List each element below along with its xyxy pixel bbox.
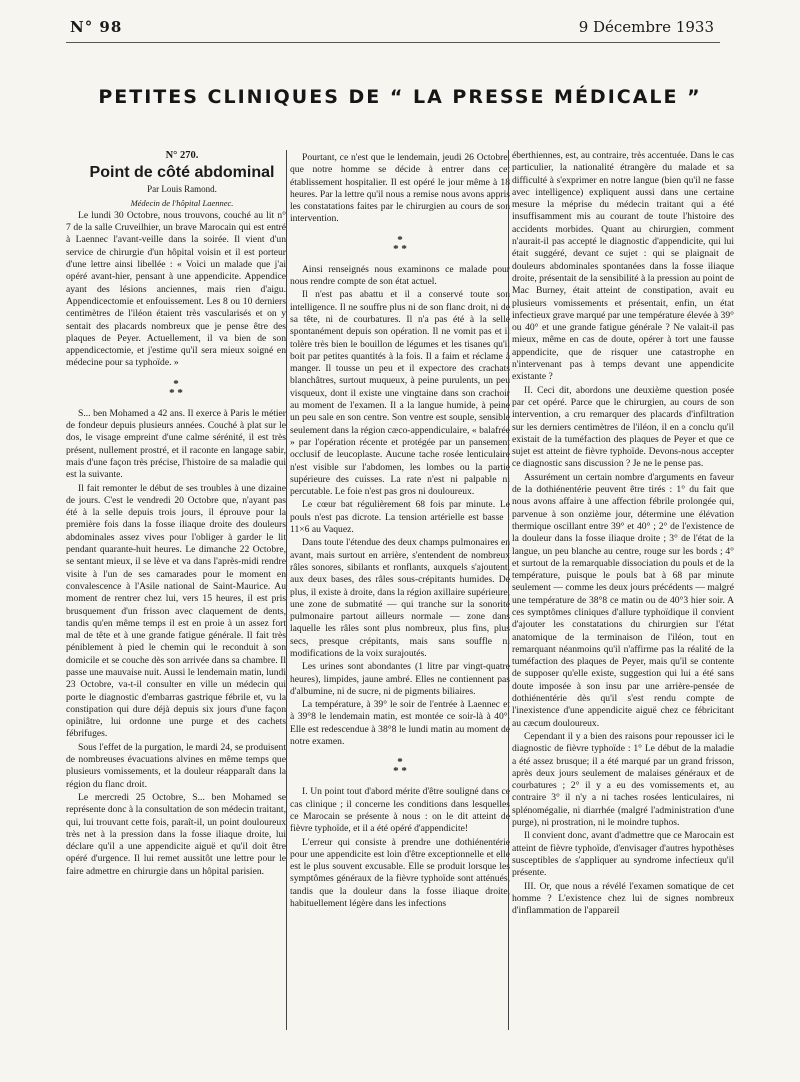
- paragraph: III. Or, que nous a révélé l'examen somatique de cet homme ? L'existence chez lui de signes nombreux d'inflammation de l'appareil: [512, 880, 734, 917]
- paragraph: Il n'est pas abattu et il a conservé toute son intelligence. Il ne souffre plus ni de son flanc droit, ni de sa tête, ni de courbatures. Il n'a pas été à la selle spontanément depuis son opération. Il ne vomit pas et il tolère très bien le bouillon de légumes et les tisanes qu'il boit par petites quantités à la fois. Il a faim et réclame à manger. Il tousse un peu et il expectore des crachats blanchâtres, surtout muqueux, à peine purulents, un peu visqueux, dont il existe une vingtaine dans son crachoir au moment de l'examen. Il a la langue humide, à peine un peu sale en son centre. Son ventre est souple, sensible seulement dans la région cæco-appendiculaire, « balafrée » par l'opération récente et protégée par un pansement occlusif de leucoplaste. Aucune tache rosée lenticulaire n'est visible sur l'abdomen, les lombes ou la partie supérieure des cuisses. La rate n'est ni palpable ni percutable. Le foie n'est pas gros ni douloureux.: [290, 289, 510, 498]
- paragraph: II. Ceci dit, abordons une deuxième question posée par cet opéré. Parce que le chirurgien, au cours de son intervention, a cru remarquer des placards d'infiltration sur les derniers centimètres de l'iléon, il en a conclu qu'il existait de la tuméfaction des plaques de Peyer et que ce sujet est atteint de fièvre typhoïde. Devons-nous accepter ce diagnostic sans discussion ? Je ne le pense pas.: [512, 384, 734, 470]
- column-1: [66, 150, 286, 879]
- section-separator: * * *: [393, 756, 407, 778]
- paragraph: Le cœur bat régulièrement 68 fois par minute. Le pouls n'est pas dicrote. La tension artérielle est basse : 11×6 au Vaquez.: [290, 499, 510, 536]
- paragraph: Le mercredi 25 Octobre, S... ben Mohamed se représente donc à la consultation de son médecin traitant, qui, lui trouvant cette fois, paraît-il, un point douloureux très net à la pression dans la fosse iliaque droite, lui déclare qu'il a une appendicite aiguë et qu'il doit être opéré d'urgence. Il lui remet aussitôt une lettre pour le faire admettre en chirurgie dans un hôpital parisien.: [66, 791, 286, 877]
- article-number: N° 270.: [165, 150, 199, 161]
- paragraph: La température, à 39° le soir de l'entrée à Laennec et à 39°8 le lendemain matin, est montée ce soir-là à 40°. Elle est redescendue à 38°8 le lundi matin au moment de notre examen.: [290, 699, 510, 748]
- paragraph: Il convient donc, avant d'admettre que ce Marocain est atteint de fièvre typhoïde, d'envisager d'autres hypothèses susceptibles de s'appliquer au syndrome infectieux qu'il présente.: [512, 830, 734, 879]
- paragraph: Ainsi renseignés nous examinons ce malade pour nous rendre compte de son état actuel.: [290, 263, 510, 288]
- paragraph: I. Un point tout d'abord mérite d'être souligné dans ce cas clinique ; il concerne les conditions dans lesquelles ce Marocain se présente à nous : on le dit atteint de fièvre typhoïde, et il a été opéré d'appendicite!: [290, 786, 510, 835]
- paragraph: Le lundi 30 Octobre, nous trouvons, couché au lit n° 7 de la salle Cruveilhier, un brave Marocain qui est entré à Laennec l'avant-veille dans la soirée. Il vient d'un service de chirurgie d'un hôpital voisin et il est porteur d'une lettre ainsi libellée : « Voici un malade que j'ai opéré avant-hier, pensant à une appendicite. Appendice ayant des lésions anciennes, mais rien d'aigu. Appendicectomie et enfouissement. Les 8 ou 10 derniers centimètres de l'iléon étaient très vascularisés et on y sentait des placards nombreux que je pense être des plaques de Peyer. Actuellement, il va bien de son appendicectomie, et j'estime qu'il sera mieux soigné en médecine pour sa typhoïde. »: [66, 209, 286, 369]
- column-2: [290, 152, 510, 911]
- article-title: Point de côté abdominal: [89, 164, 275, 182]
- paragraph: L'erreur qui consiste à prendre une dothiénentérie pour une appendicite est loin d'être exceptionnelle et elle est le plus souvent excusable. Elle se produit lorsque les symptômes généraux de la fièvre typhoïde sont atténués, tandis que la douleur dans la fosse iliaque droite, habituellement légère dans les infections: [290, 836, 510, 910]
- paragraph: Il fait remonter le début de ses troubles à une dizaine de jours. C'est le vendredi 20 Octobre que, n'ayant pas été à la selle depuis trois jours, il éprouve pour la première fois dans la fosse iliaque droite des douleurs abdominales assez vives pour l'obliger à garder le lit pendant quarante-huit heures. Le dimanche 22 Octobre, se sentant mieux, il se lève et va dans l'après-midi rendre visite à l'un de ses camarades pour le moment en convalescence à l'Asile national de Saint-Maurice. Au moment de rentrer chez lui, vers 15 heures, il est pris brusquement d'un frisson avec claquement de dents, tandis qu'en même temps il est en proie à un assez fort mal de tête et à une grande fatigue générale. Il fait très péniblement à pied le chemin qui le reconduit à son domicile et se couche dès son arrivée dans sa chambre. Il passe une mauvaise nuit. Aussi le lendemain matin, lundi 23 Octobre, va-t-il consulter en ville un médecin qui porte le diagnostic d'embarras gastrique fébrile et, vu la constipation qui dure déjà depuis six jours d'une façon opiniâtre, lui ordonne une purge et des cachets fébrifuges.: [66, 482, 286, 740]
- paragraph: Les urines sont abondantes (1 litre par vingt-quatre heures), limpides, jaune ambré. Elles ne contiennent pas d'albumine, ni de sucre, ni de pigments biliaires.: [290, 661, 510, 697]
- issue-date: 9 Décembre 1933: [578, 18, 714, 36]
- article-byline: Par Louis Ramond.: [147, 184, 217, 195]
- paragraph: éberthiennes, est, au contraire, très accentuée. Dans le cas particulier, la nationalité étrangère du malade et sa difficulté à s'exprimer en notre langue (bien qu'il ne fasse avec intelligence) expliquent aussi dans une certaine mesure la méprise du médecin traitant qui a été insuffisamment mis au courant de toute l'histoire des accidents morbides. Quant au chirurgien, comment n'aurait-il pas accepté le diagnostic d'appendicite, qui lui était suggéré, devant ce sujet : qui se plaignait de douleurs abdominales spontanées dans la fosse iliaque droite, présentait de la sensibilité à la pression au point de Mac Burney, était atteint de constipation, avait eu plusieurs vomissements et présentait, enfin, un état infectieux grave marqué par une température élevée à 39° ou 40° et une grande fatigue générale ? Ne valait-il pas mieux, même en cas de doute, opérer à tort une fausse appendicite, que de risquer une catastrophe en n'intervenant pas à temps devant une appendicite existante ?: [512, 150, 734, 383]
- masthead-title: PETITES CLINIQUES DE “ LA PRESSE MÉDICALE ”: [98, 86, 702, 108]
- header-rule: [66, 42, 720, 43]
- paragraph: Assurément un certain nombre d'arguments en faveur de la dothiénentérie peuvent être tirés : 1° du fait que nous avons affaire à une affection fébrile prolongée qui, parvenue à son onzième jour, détermine une élévation thermique oscillant entre 39° et 40° ; 2° de l'existence de la douleur dans la fosse iliaque droite ; 3° de l'état de la langue, un peu blanche au centre, rouge sur les bords ; 4° et surtout de la remarquable dissociation du pouls et de la température, puisque le pouls bat à 68 par minute seulement — comme les deux jours précédents — malgré une température de 38°8 ce matin ou de 40°3 hier soir. A ces symptômes cliniques d'allure typhoïdique il convient d'ajouter les constatations du chirurgien sur l'état anatomique de la terminaison de l'iléon, tout en remarquant néanmoins qu'il n'affirme pas la réalité de la tuméfaction des plaques de Peyer, mais qu'il se contente de supposer qu'elle existe, suggestion qui lui a été sans doute imposée à son insu par une arrière-pensée de dothiénentérie dès qu'il s'est rendu compte de l'inexistence d'une appendicite aiguë chez ce fébricitant au cæcum douloureux.: [512, 471, 734, 729]
- column-divider-2: [508, 150, 509, 1030]
- column-3: [512, 150, 734, 918]
- section-separator: * * *: [169, 377, 183, 399]
- paragraph: Dans toute l'étendue des deux champs pulmonaires en avant, mais surtout en arrière, s'entendent de nombreux râles sonores, sibilants et ronflants, auxquels s'ajoutent, aux deux bases, des râles sous-crépitants humides. De plus, il existe à droite, dans la région axillaire supérieure, une zone de submatité — qui tranche sur la sonorité pulmonaire partout ailleurs normale — zone dans laquelle les râles sont plus nombreux, plus fins, plus secs, presque crépitants, mais sans souffle ni modifications de la voix surajoutés.: [290, 537, 510, 659]
- paragraph: Cependant il y a bien des raisons pour repousser ici le diagnostic de fièvre typhoïde : 1° Le début de la maladie a été assez brusque; il a été marqué par un grand frisson, après deux jours seulement de malaises généraux et de courbatures ; 2° il y a eu des vomissements et, au contraire 3° il n'y a ni taches rosées lenticulaires, ni splénomégalie, ni diarrhée (malgré l'administration d'une purge), ni prostration, ni le moindre tuphos.: [512, 730, 734, 829]
- section-separator: * * *: [393, 233, 407, 255]
- issue-number: N° 98: [70, 18, 123, 36]
- paragraph: Sous l'effet de la purgation, le mardi 24, se produisent de nombreuses évacuations alvines en même temps que plusieurs vomissements, et la douleur réapparaît dans la région du flanc droit.: [66, 741, 286, 790]
- column-divider-1: [286, 150, 287, 1030]
- paragraph: S... ben Mohamed a 42 ans. Il exerce à Paris le métier de fondeur depuis plusieurs années. Couché à plat sur le dos, le visage empreint d'une calme sérénité, il est très présent, nullement prostré, et il raconte en langage sabir, mais d'une façon très précise, l'histoire de sa maladie qui est la suivante.: [66, 407, 286, 481]
- paragraph: Pourtant, ce n'est que le lendemain, jeudi 26 Octobre, que notre homme se décide à entrer dans cet établissement hospitalier. Il est opéré le jour même à 18 heures. Par la lettre qu'il nous a remise nous avons appris les constatations faites par le chirurgien au cours de son intervention.: [290, 152, 510, 225]
- article-affiliation: Médecin de l'hôpital Laennec.: [130, 197, 234, 208]
